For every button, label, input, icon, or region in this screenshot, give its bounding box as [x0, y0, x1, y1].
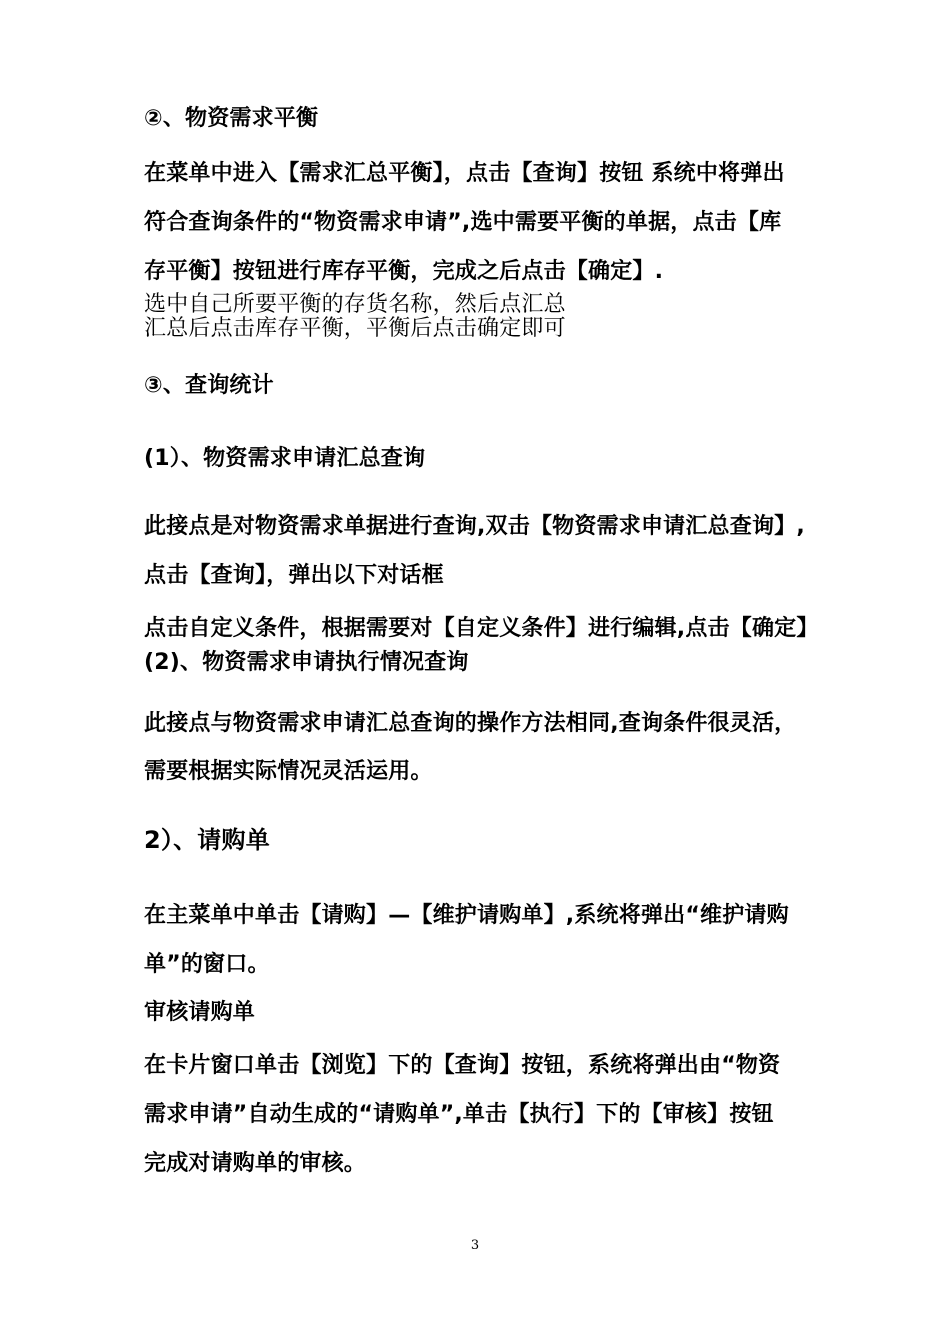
paragraph-line: 此接点与物资需求申请汇总查询的操作方法相同,查询条件很灵活， [144, 711, 797, 736]
paragraph-line: 在主菜单中单击【请购】—【维护请购单】,系统将弹出“维护请购 [144, 903, 789, 928]
subheading-review-requisition: 审核请购单 [144, 1000, 256, 1025]
paragraph-line: 点击自定义条件，根据需要对【自定义条件】进行编辑,点击【确定】 [144, 616, 819, 641]
subheading-execution-query: (2)、物资需求申请执行情况查询 [144, 650, 469, 675]
heading-purchase-requisition: 2）、请购单 [144, 826, 270, 854]
note-line: 汇总后点击库存平衡，平衡后点击确定即可 [144, 316, 566, 341]
paragraph-line: 符合查询条件的“物资需求申请”,选中需要平衡的单据，点击【库 [144, 210, 782, 235]
heading-material-demand-balance: ②、物资需求平衡 [144, 106, 319, 131]
note-line: 选中自己所要平衡的存货名称，然后点汇总 [144, 292, 566, 317]
page-number: 3 [470, 1238, 480, 1253]
paragraph-line: 单”的窗口。 [144, 952, 270, 977]
paragraph-line: 在菜单中进入【需求汇总平衡】，点击【查询】按钮 系统中将弹出 [144, 161, 785, 186]
paragraph-line: 需要根据实际情况灵活运用。 [144, 759, 433, 784]
paragraph-line: 点击【查询】，弹出以下对话框 [144, 563, 444, 588]
paragraph-line: 需求申请”自动生成的“请购单”,单击【执行】下的【审核】按钮 [144, 1102, 774, 1127]
heading-query-statistics: ③、查询统计 [144, 373, 274, 398]
paragraph-line: 此接点是对物资需求单据进行查询,双击【物资需求申请汇总查询】, [144, 514, 805, 539]
subheading-summary-query: (1）、物资需求申请汇总查询 [144, 446, 426, 471]
paragraph-line: 完成对请购单的审核。 [144, 1151, 367, 1176]
paragraph-line: 存平衡】按钮进行库存平衡，完成之后点击【确定】. [144, 259, 664, 284]
paragraph-line: 在卡片窗口单击【浏览】下的【查询】按钮，系统将弹出由“物资 [144, 1053, 781, 1078]
